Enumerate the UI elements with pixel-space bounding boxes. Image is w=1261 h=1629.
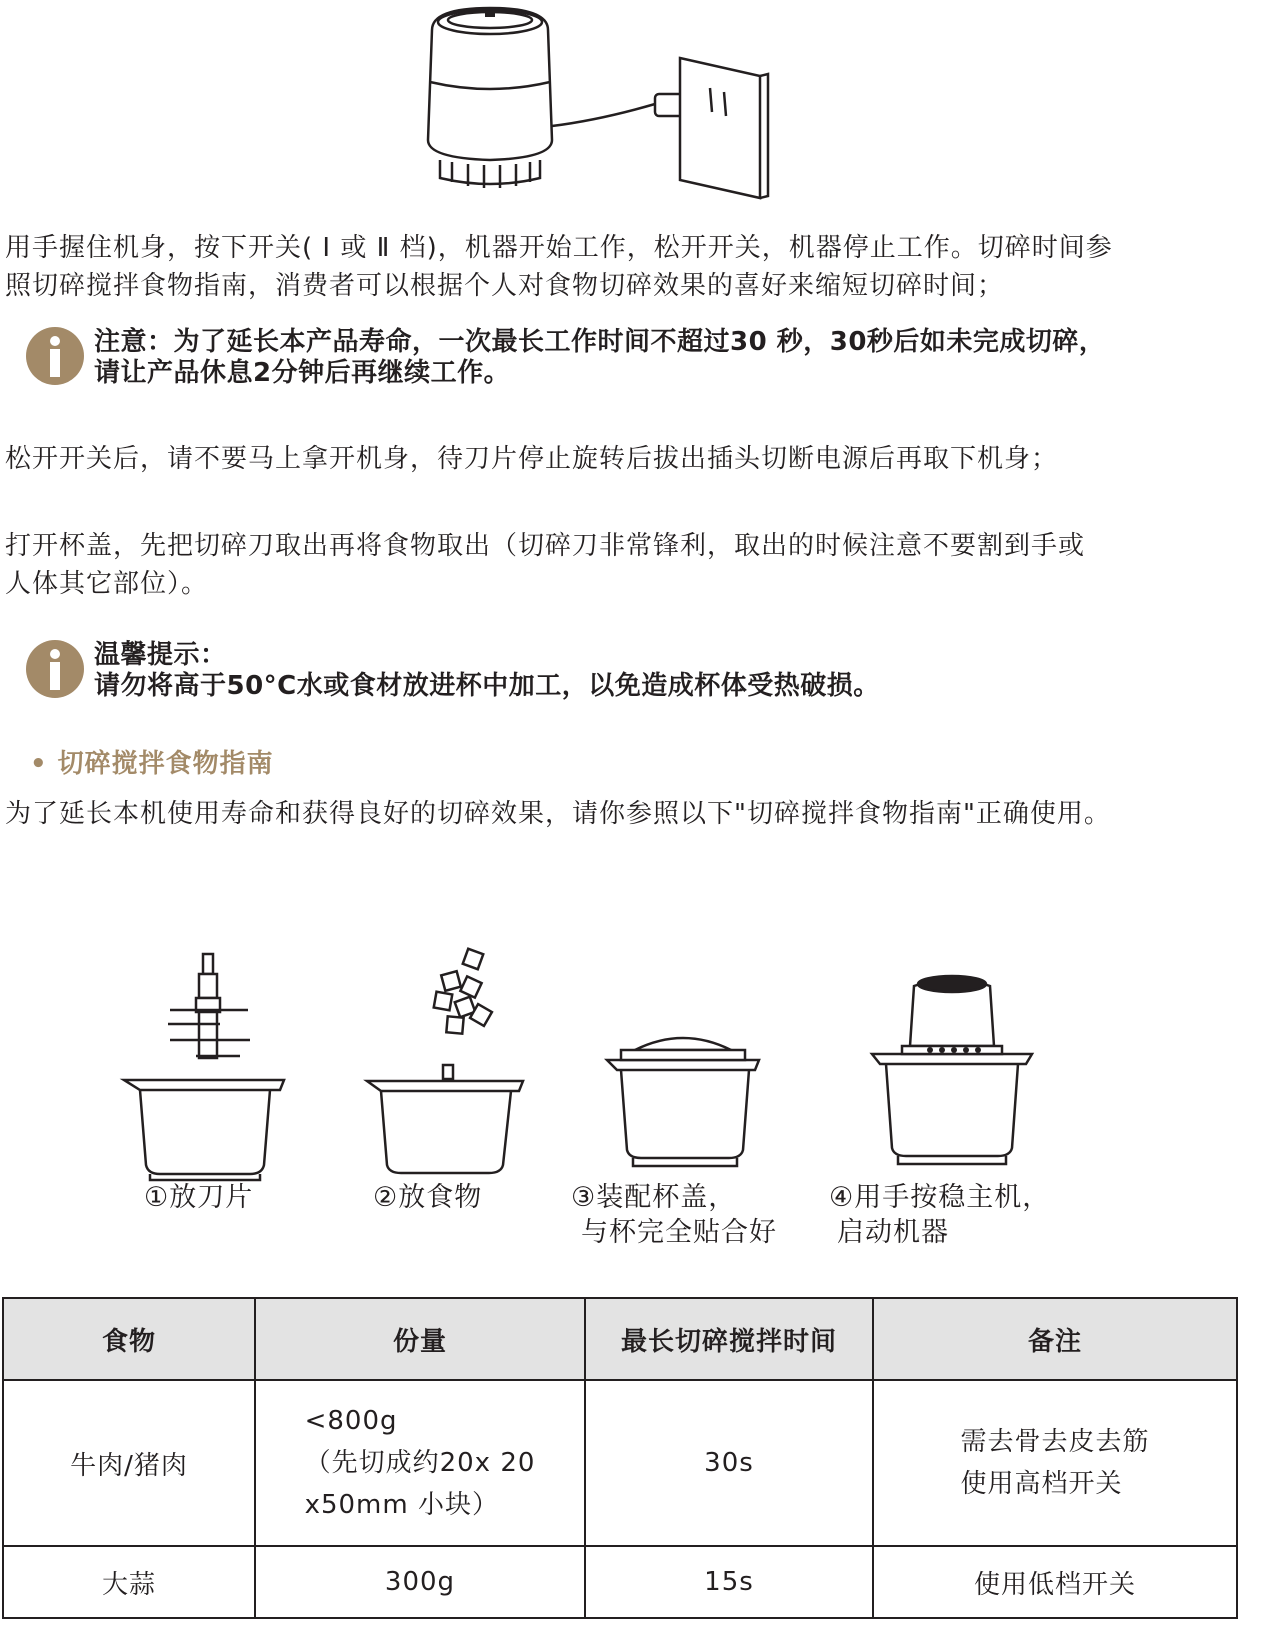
instruction-paragraph-1-line-2: 照切碎搅拌食物指南，消费者可以根据个人对食物切碎效果的喜好来缩短切碎时间；	[5, 271, 1005, 301]
instruction-paragraph-1-line-1: 用手握住机身，按下开关( Ⅰ 或 Ⅱ 档)，机器开始工作，松开开关，机器停止工作。切碎时间参	[5, 233, 1113, 263]
cell-note	[873, 1380, 1237, 1546]
caution-note	[26, 327, 1105, 389]
step-4-assembled-illustration	[870, 970, 1050, 1180]
header-amount: 份量	[255, 1298, 585, 1380]
header-max-time: 最长切碎搅拌时间	[585, 1298, 873, 1380]
instruction-paragraph-4: 为了延长本机使用寿命和获得良好的切碎效果，请你参照以下"切碎搅拌食物指南"正确使用。	[5, 799, 1111, 829]
cell-amount	[255, 1380, 585, 1546]
step-1-label	[144, 1180, 253, 1215]
step-2-label	[373, 1180, 482, 1215]
caution-text-line-2: 请让产品休息2分钟后再继续工作。	[94, 358, 511, 388]
tip-text-line-1: 温馨提示：	[94, 640, 227, 670]
instruction-paragraph-2: 松开开关后，请不要马上拿开机身，待刀片停止旋转后拔出插头切断电源后再取下机身；	[5, 444, 1059, 474]
step-3-label	[571, 1180, 777, 1250]
step-3-label-line-1: ③装配杯盖，	[571, 1182, 737, 1213]
header-food: 食物	[3, 1298, 255, 1380]
table-row	[3, 1546, 1237, 1618]
cell-time: 15s	[585, 1546, 873, 1618]
step-4-label-line-1: ④用手按稳主机，	[829, 1182, 1051, 1213]
step-3-label-line-2: 与杯完全贴合好	[581, 1217, 777, 1248]
plugged-in-motor-illustration	[0, 0, 1261, 210]
cell-food: 大蒜	[3, 1546, 255, 1618]
instruction-paragraph-3-line-2: 人体其它部位）。	[5, 569, 209, 599]
food-guide-table	[2, 1297, 1238, 1619]
tip-note	[26, 640, 880, 702]
cell-time: 30s	[585, 1380, 873, 1546]
section-title: • 切碎搅拌食物指南	[30, 749, 274, 779]
step-2-food-illustration	[365, 945, 545, 1180]
table-header-row	[3, 1298, 1237, 1380]
cell-amount-line-2: （先切成约20x 20	[304, 1448, 536, 1478]
tip-text-line-2: 请勿将高于50°C水或食材放进杯中加工，以免造成杯体受热破损。	[94, 671, 880, 701]
step-4-label	[829, 1180, 1050, 1250]
table-row	[3, 1380, 1237, 1546]
header-note: 备注	[873, 1298, 1237, 1380]
info-icon	[26, 327, 84, 385]
info-icon	[26, 640, 84, 698]
cell-amount-line-1: <800g	[304, 1406, 398, 1436]
cell-amount-line-3: x50mm 小块）	[304, 1490, 499, 1520]
cell-note-line-1: 需去骨去皮去筋	[960, 1427, 1150, 1457]
step-2-label-line-1: ②放食物	[373, 1182, 483, 1213]
caution-text-line-1: 注意：为了延长本产品寿命，一次最长工作时间不超过30 秒，30秒后如未完成切碎，	[94, 327, 1106, 357]
cell-amount: 300g	[255, 1546, 585, 1618]
instruction-paragraph-3-line-1: 打开杯盖，先把切碎刀取出再将食物取出（切碎刀非常锋利，取出的时候注意不要割到手或	[5, 531, 1086, 561]
cell-note-line-2: 使用高档开关	[960, 1469, 1123, 1499]
step-1-label-line-1: ①放刀片	[144, 1182, 254, 1213]
step-1-blade-illustration	[120, 950, 300, 1180]
cell-note: 使用低档开关	[873, 1546, 1237, 1618]
cell-food: 牛肉/猪肉	[3, 1380, 255, 1546]
step-3-lid-illustration	[605, 1020, 775, 1180]
step-4-label-line-2: 启动机器	[837, 1217, 949, 1248]
